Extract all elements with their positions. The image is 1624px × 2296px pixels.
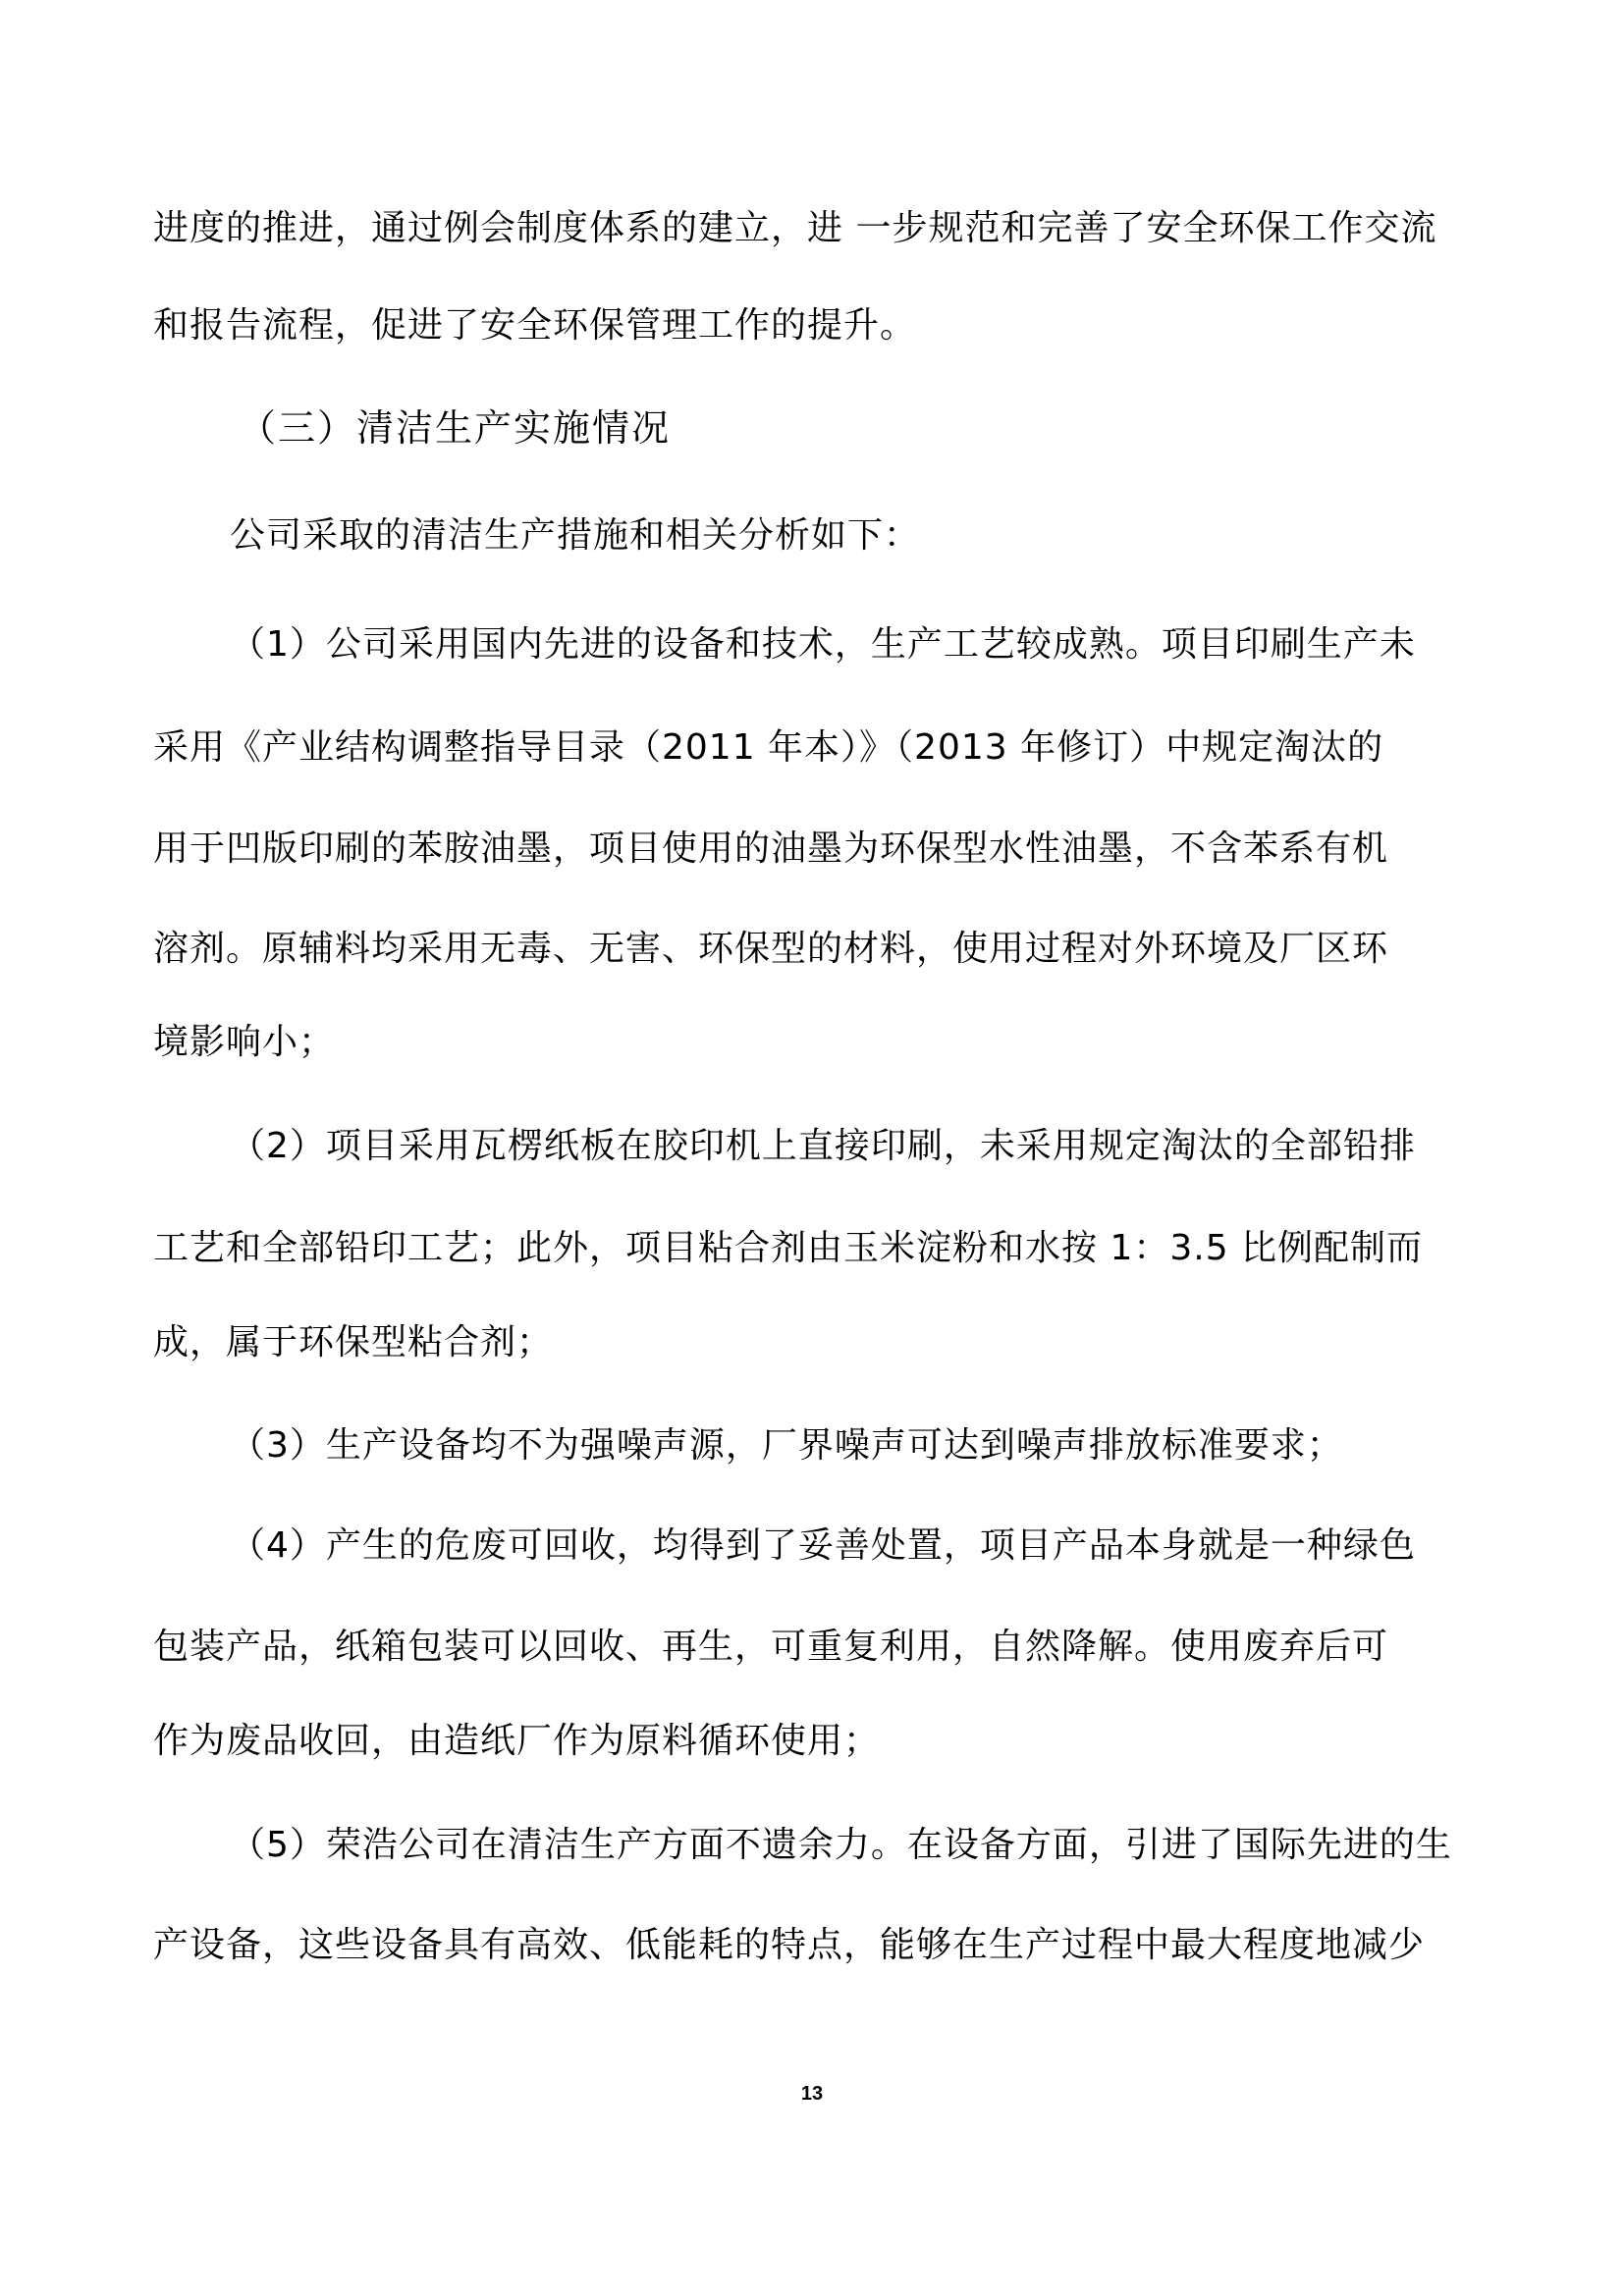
paragraph-line: 用于凹版印刷的苯胺油墨，项目使用的油墨为环保型水性油墨，不含苯系有机 (153, 828, 1389, 869)
section-heading: （三）清洁生产实施情况 (239, 406, 672, 450)
paragraph-line: 产设备，这些设备具有高效、低能耗的特点，能够在生产过程中最大程度地减少 (153, 1925, 1426, 1965)
paragraph-line: 工艺和全部铅印工艺；此外，项目粘合剂由玉米淀粉和水按 1：3.5 比例配制而 (153, 1228, 1424, 1268)
paragraph-line: （5）荣浩公司在清洁生产方面不遗余力。在设备方面，引进了国际先进的生 (230, 1825, 1452, 1865)
paragraph-line: 作为废品收回，由造纸厂作为原料循环使用； (153, 1721, 881, 1761)
paragraph-line: 公司采取的清洁生产措施和相关分析如下： (230, 515, 921, 556)
paragraph-line: （2）项目采用瓦楞纸板在胶印机上直接印刷，未采用规定淘汰的全部铅排 (230, 1126, 1416, 1166)
paragraph-line: 采用《产业结构调整指导目录（2011 年本）》（2013 年修订）中规定淘汰的 (153, 727, 1384, 768)
paragraph-line: 境影响小； (153, 1022, 336, 1062)
paragraph-line: 进度的推进，通过例会制度体系的建立，进 一步规范和完善了安全环保工作交流 (153, 208, 1437, 248)
paragraph-line: 成，属于环保型粘合剂； (153, 1322, 554, 1362)
paragraph-line: （3）生产设备均不为强噪声源，厂界噪声可达到噪声排放标准要求； (230, 1425, 1343, 1466)
paragraph-line: 溶剂。原辅料均采用无毒、无害、环保型的材料，使用过程对外环境及厂区环 (153, 929, 1389, 969)
page-number: 13 (800, 2083, 824, 2105)
paragraph-line: 和报告流程，促进了安全环保管理工作的提升。 (153, 305, 917, 346)
paragraph-line: （4）产生的危废可回收，均得到了妥善处置，项目产品本身就是一种绿色 (230, 1525, 1416, 1566)
paragraph-line: 包装产品，纸箱包装可以回收、再生，可重复利用，自然降解。使用废弃后可 (153, 1627, 1389, 1667)
paragraph-line: （1）公司采用国内先进的设备和技术，生产工艺较成熟。项目印刷生产未 (230, 624, 1416, 665)
